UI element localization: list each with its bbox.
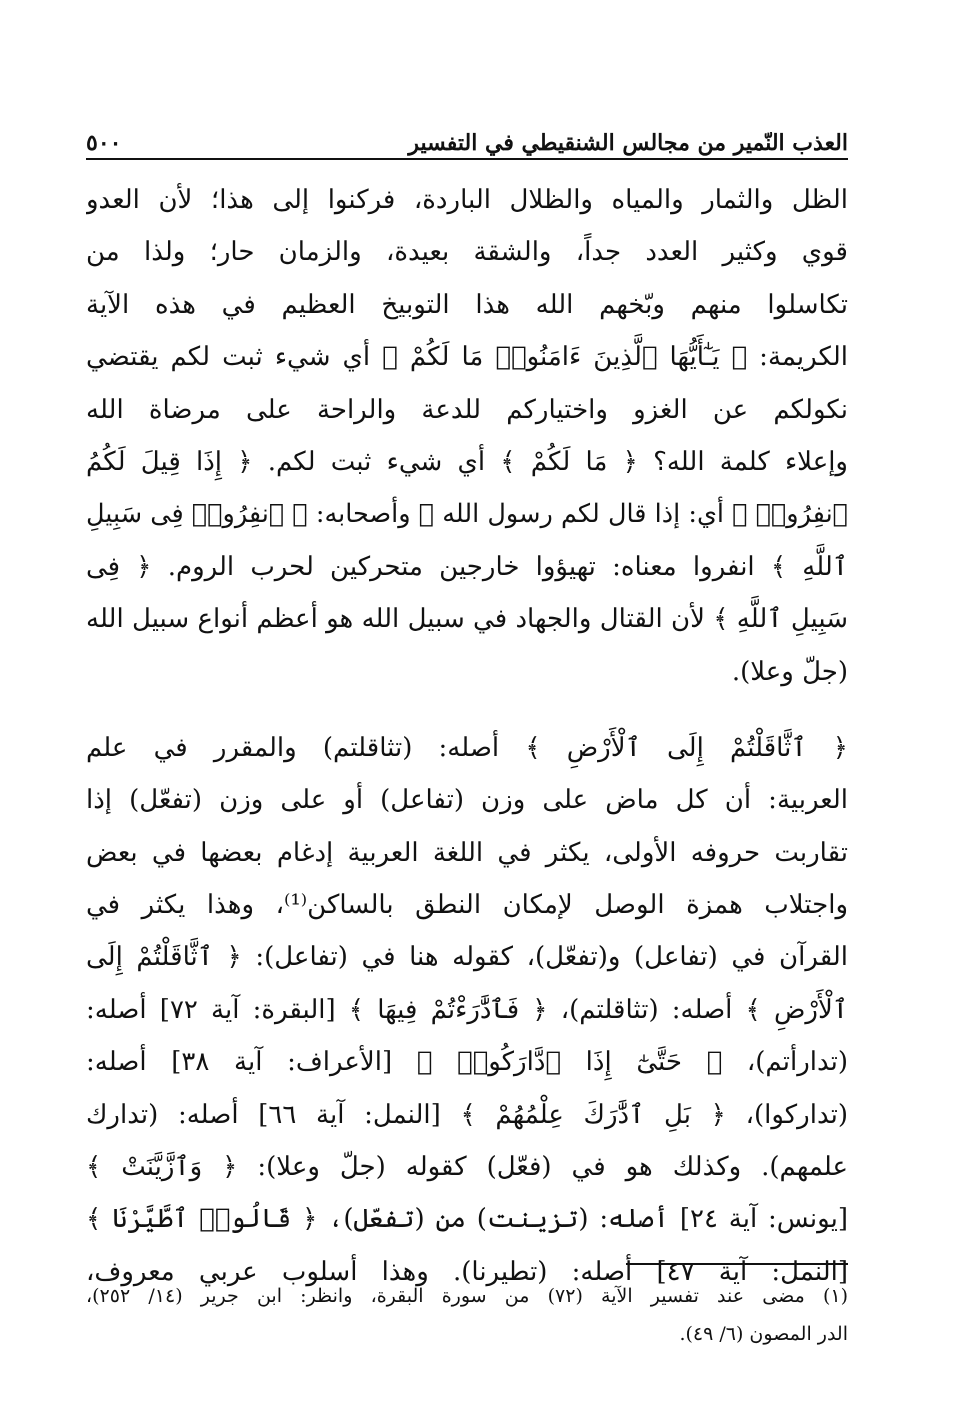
text-line: ٱلْأَرْضِ ﴾ أصله: (تثاقلتم)، ﴿ فَٱدَّٰرَءْتُمْ فِيهَا ﴾ [البقرة: آية ٧٢] أصله: xyxy=(86,994,848,1025)
text-line: تقاربت حروفه الأولى، يكثر في اللغة العربية إدغام بعضها في بعض xyxy=(86,837,848,868)
text-line: القرآن في (تفاعل) و(تفعّل)، كقوله هنا في (تفاعل): ﴿ ٱثَّاقَلْتُمْ إِلَى xyxy=(86,942,848,973)
text-line: نكولكم عن الغزو واختياركم للدعة والراحة على مرضاة الله xyxy=(86,394,848,425)
paragraph-2 xyxy=(86,722,848,1298)
text-line: ٱللَّهِ ﴾ انفروا معناه: تهيؤوا خارجين متحركين لحرب الروم. ﴿ فِى xyxy=(86,551,848,582)
text-line: الظل والثمار والمياه والظلال الباردة، فركنوا إلى هذا؛ لأن العدو xyxy=(86,185,848,215)
footnote-line: الدر المصون (٦/ ٤٩). xyxy=(679,1323,848,1345)
text-line: [يونس: آية ٢٤] أصله: (تزينت) من (تفعّل)، ﴿ قَالُوا۟ ٱطَّيَّرْنَا ﴾ xyxy=(86,1204,848,1235)
text-line: (تداركوا)، ﴿ بَلِ ٱدَّٰرَكَ عِلْمُهُمْ ﴾ [النمل: آية ٦٦] أصله: (تدارك xyxy=(86,1099,848,1130)
footnotes xyxy=(86,1277,848,1353)
text-line: (جلّ وعلا). xyxy=(731,656,848,687)
text-line: العربية: أن كل ماض على وزن (تفاعل) أو على وزن (تفعّل) إذا xyxy=(86,785,848,816)
main-text xyxy=(86,174,848,1298)
footnote-separator xyxy=(626,1263,848,1265)
text-line: واجتلاب همزة الوصل لإمكان النطق بالساكن⁽¹⁾، وهذا يكثر في xyxy=(86,890,848,921)
header-rule xyxy=(86,158,848,160)
text-line: [النمل: آية ٤٧] أصله: (تطيرنا). وهذا أسلوب عربي معروف، xyxy=(86,1256,848,1287)
text-line: سَبِيلِ ٱللَّهِ ﴾ لأن القتال والجهاد في سبيل الله هو أعظم أنواع سبيل الله xyxy=(86,604,848,635)
footnote-line: (١) مضى عند تفسير الآية (٧٢) من سورة البقرة، وانظر: ابن جرير (١٤/ ٢٥٢)، xyxy=(86,1285,848,1307)
text-line: قوي وكثير العدد جداً، والشقة بعيدة، والزمان حار؛ ولذا من xyxy=(86,237,848,268)
text-line: الكريمة: ﴿ يَـٰٓأَيُّهَا ٱلَّذِينَ ءَامَنُوا۟ مَا لَكُمْ ﴾ أي شيء ثبت لكم يقتضي xyxy=(86,342,848,373)
paragraph-gap xyxy=(86,698,848,722)
paragraph-1 xyxy=(86,174,848,698)
page-number: ٥٠٠ xyxy=(86,130,122,156)
text-line: (تدارأتم)، ﴿ حَتَّىٰٓ إِذَا ٱدَّارَكُوا۟ ﴾ [الأعراف: آية ٣٨] أصله: xyxy=(86,1047,848,1078)
text-line: ﴿ ٱثَّاقَلْتُمْ إِلَى ٱلْأَرْضِ ﴾ أصله: (تثاقلتم) والمقرر في علم xyxy=(86,732,848,763)
text-line: علمهم). وكذلك هو في (فعّل) كقوله (جلّ وعلا): ﴿ وَٱزَّيَّنَتْ ﴾ xyxy=(86,1152,848,1183)
running-header xyxy=(86,112,848,156)
text-line: تكاسلوا منهم وبّخهم الله هذا التوبيخ العظيم في هذه الآية xyxy=(86,289,848,320)
text-line: وإعلاء كلمة الله؟ ﴿ مَا لَكُمْ ﴾ أي شيء ثبت لكم. ﴿ إِذَا قِيلَ لَكُمُ xyxy=(86,446,848,477)
header-title: العذب النّمير من مجالس الشنقيطي في التفسير xyxy=(408,130,848,156)
text-line: ٱنفِرُوا۟ ﴾ أي: إذا قال لكم رسول الله ﷺ وأصحابه: ﴿ ٱنفِرُوا۟ فِى سَبِيلِ xyxy=(86,499,848,530)
